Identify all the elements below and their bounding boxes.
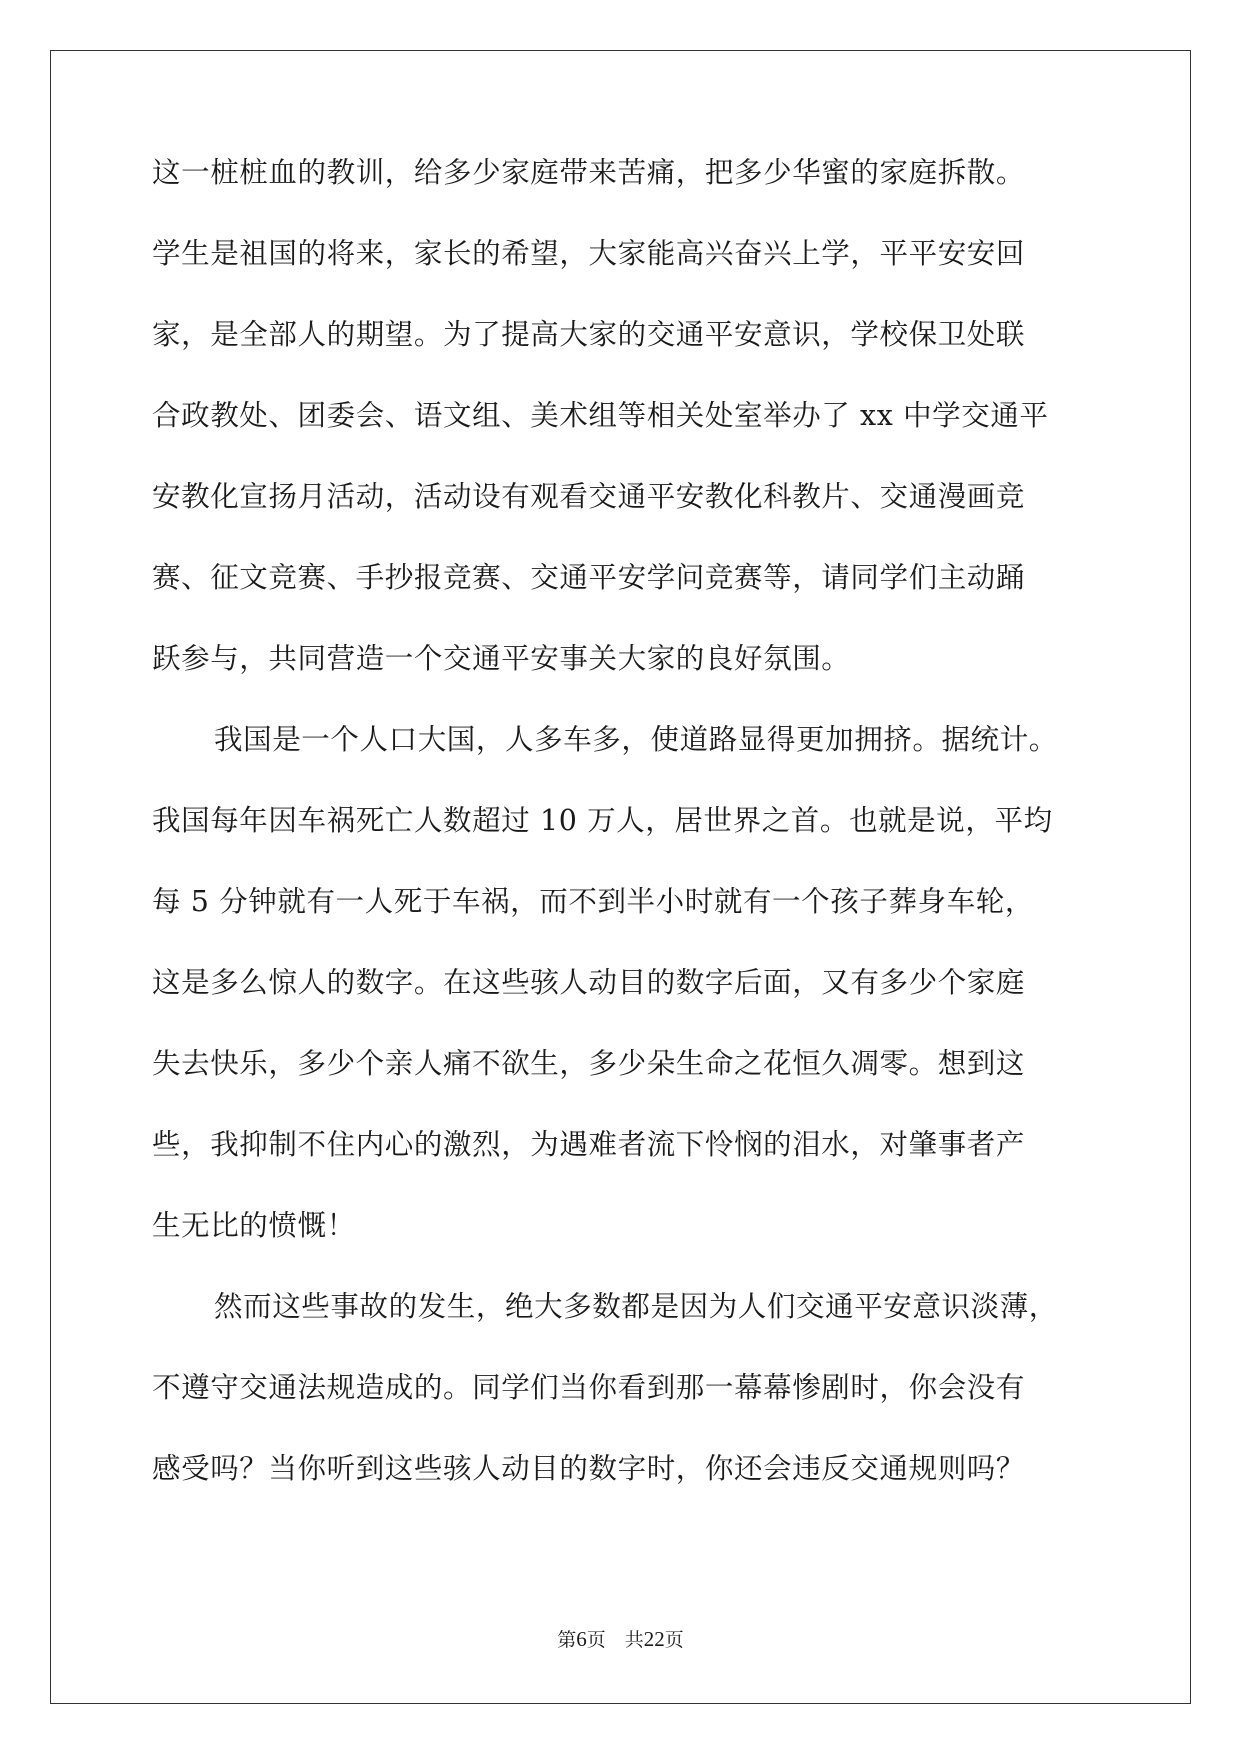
total-pages-number: 22: [643, 1627, 665, 1651]
page-number-footer: [0, 1625, 1241, 1652]
text-line: 每 5 分钟就有一人死于车祸，而不到半小时就有一个孩子葬身车轮，: [152, 885, 1034, 918]
text-line: 不遵守交通法规造成的。同学们当你看到那一幕幕惨剧时，你会没有: [152, 1371, 1026, 1404]
text-line: 家，是全部人的期望。为了提高大家的交通平安意识，学校保卫处联: [152, 318, 1026, 351]
paragraph-start-line: 我国是一个人口大国，人多车多，使道路显得更加拥挤。据统计。: [214, 723, 1058, 756]
page-mid: 页 共: [586, 1630, 644, 1651]
page-suffix: 页: [664, 1630, 684, 1651]
text-line: 学生是祖国的将来，家长的希望，大家能高兴奋兴上学，平平安安回: [152, 237, 1026, 270]
text-line: 我国每年因车祸死亡人数超过 10 万人，居世界之首。也就是说，平均: [152, 804, 1053, 837]
text-line: 生无比的愤慨！: [152, 1209, 356, 1242]
text-line: 这一桩桩血的教训，给多少家庭带来苦痛，把多少华蜜的家庭拆散。: [152, 156, 1026, 189]
paragraph-start-line: 然而这些事故的发生，绝大多数都是因为人们交通平安意识淡薄，: [214, 1290, 1058, 1323]
text-line: 合政教处、团委会、语文组、美术组等相关处室举办了 xx 中学交通平: [152, 399, 1049, 432]
document-body: [152, 158, 1112, 1535]
text-line: 安教化宣扬月活动，活动设有观看交通平安教化科教片、交通漫画竞: [152, 480, 1026, 513]
text-line: 跃参与，共同营造一个交通平安事关大家的良好氛围。: [152, 642, 851, 675]
text-line: 感受吗？当你听到这些骇人动目的数字时，你还会违反交通规则吗？: [152, 1452, 1026, 1485]
text-line: 失去快乐，多少个亲人痛不欲生，多少朵生命之花恒久凋零。想到这: [152, 1047, 1026, 1080]
text-line: 这是多么惊人的数字。在这些骇人动目的数字后面，又有多少个家庭: [152, 966, 1026, 999]
current-page-number: 6: [576, 1627, 587, 1651]
page-prefix: 第: [557, 1630, 577, 1651]
text-line: 些，我抑制不住内心的激烈，为遇难者流下怜悯的泪水，对肇事者产: [152, 1128, 1026, 1161]
text-line: 赛、征文竞赛、手抄报竞赛、交通平安学问竞赛等，请同学们主动踊: [152, 561, 1026, 594]
